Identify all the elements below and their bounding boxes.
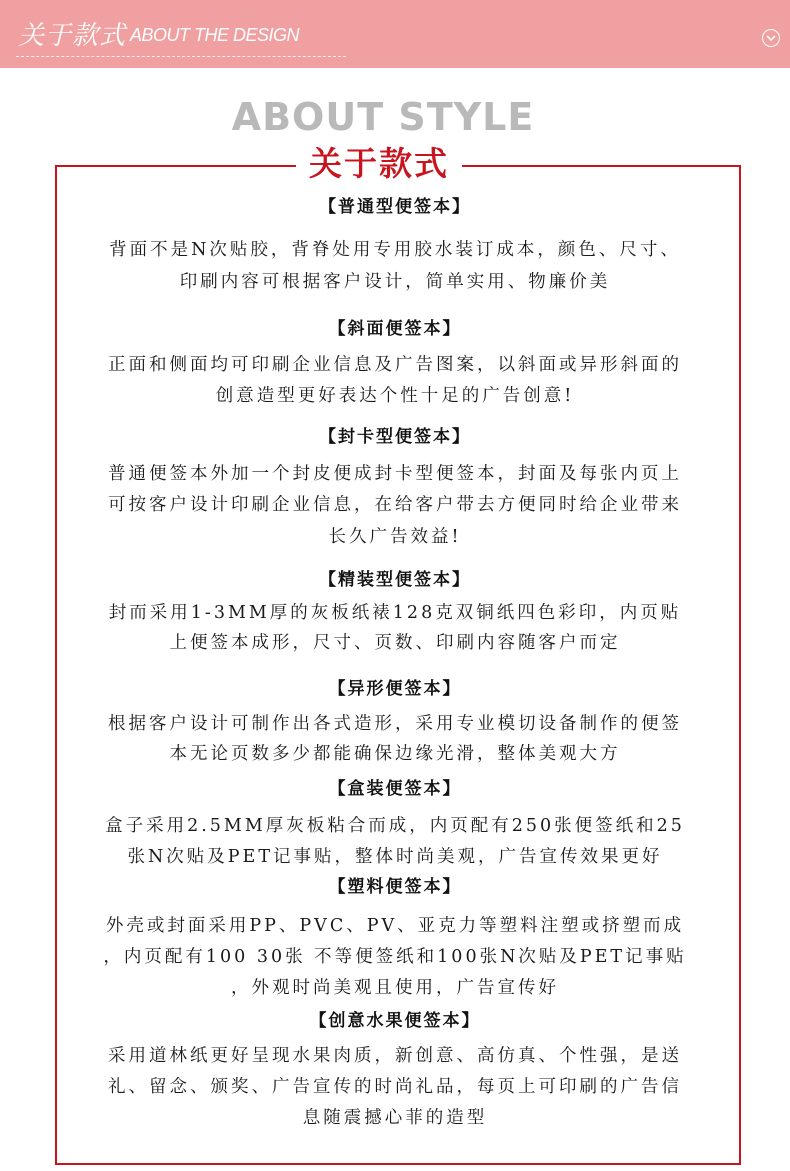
banner-title-cn: 关于款式 bbox=[18, 21, 127, 51]
banner-divider bbox=[16, 56, 346, 57]
section-heading: 【精装型便签本】 bbox=[319, 570, 471, 590]
section-text-line: 礼、留念、颁奖、广告宣传的时尚礼品，每页上可印刷的广告信 bbox=[108, 1077, 682, 1097]
section-text-line: 息随震撼心菲的造型 bbox=[302, 1108, 488, 1128]
about-style-title: ABOUT STYLE bbox=[231, 95, 535, 139]
banner-title-en: ABOUT THE DESIGN bbox=[130, 25, 300, 45]
section-heading: 【斜面便签本】 bbox=[328, 319, 462, 339]
section-text-line: 上便签本成形，尺寸、页数、印刷内容随客户而定 bbox=[169, 633, 621, 653]
section-text-line: ，内页配有100 30张 不等便签纸和100张N次贴及PET记事贴 bbox=[103, 947, 687, 967]
section-text-line: 正面和侧面均可印刷企业信息及广告图案，以斜面或异形斜面的 bbox=[108, 355, 682, 375]
section-text-line: 普通便签本外加一个封皮便成封卡型便签本，封面及每张内页上 bbox=[108, 464, 682, 484]
section-text-line: 根据客户设计可制作出各式造形，采用专业模切设备制作的便签 bbox=[108, 714, 682, 734]
section-text-line: 外壳或封面采用PP、PVC、PV、亚克力等塑料注塑或挤塑而成 bbox=[105, 916, 685, 936]
section-text-line: 采用道林纸更好呈现水果肉质，新创意、高仿真、个性强，是送 bbox=[108, 1046, 682, 1066]
frame-title: 关于款式 bbox=[296, 140, 462, 190]
section-text-line: 长久广告效益! bbox=[328, 527, 462, 547]
section-text-line: 本无论页数多少都能确保边缘光滑，整体美观大方 bbox=[169, 744, 621, 764]
section-text-line: 封而采用1-3MM厚的灰板纸裱128克双铜纸四色彩印，内页贴 bbox=[108, 603, 682, 623]
section-text-line: 张N次贴及PET记事贴，整体时尚美观，广告宣传效果更好 bbox=[127, 847, 663, 867]
section-heading: 【异形便签本】 bbox=[328, 679, 462, 699]
section-banner bbox=[0, 0, 790, 68]
section-text-line: 创意造型更好表达个性十足的广告创意! bbox=[215, 386, 575, 406]
section-heading: 【塑料便签本】 bbox=[328, 877, 462, 897]
section-heading: 【封卡型便签本】 bbox=[319, 427, 471, 447]
section-text-line: 可按客户设计印刷企业信息，在给客户带去方便同时给企业带来 bbox=[108, 495, 682, 515]
section-text-line: 背面不是N次贴胶，背脊处用专用胶水装订成本，颜色、尺寸、 bbox=[109, 240, 681, 260]
chevron-down-circle-icon[interactable] bbox=[762, 29, 780, 47]
section-text-line: 盒子采用2.5MM厚灰板粘合而成，内页配有250张便签纸和25 bbox=[105, 816, 685, 836]
section-heading: 【创意水果便签本】 bbox=[309, 1011, 481, 1031]
section-heading: 【普通型便签本】 bbox=[319, 197, 471, 217]
section-text-line: 印刷内容可根据客户设计，简单实用、物廉价美 bbox=[179, 272, 611, 292]
section-heading: 【盒装便签本】 bbox=[328, 779, 462, 799]
section-text-line: ，外观时尚美观且使用，广告宣传好 bbox=[231, 978, 559, 998]
